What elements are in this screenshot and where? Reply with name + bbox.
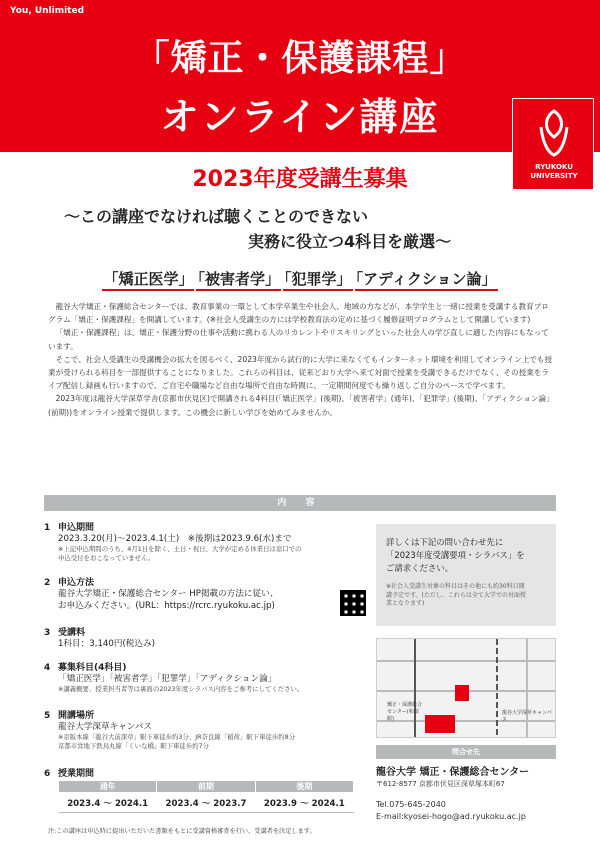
logo-text-1: RYUKOKU	[535, 163, 573, 171]
section-number: 3	[44, 628, 51, 638]
intro-paragraph: 2023年度は龍谷大学深草学舎(京都市伏見区)で開講される4科目(「矯正医学」(後期)、「被害者学」(通年)、「犯罪学」(後期)、「アディクション論」(前期))をオンライン授業で提供します。この機会に新しい学びを始めてみませんか。	[48, 394, 554, 417]
intro-text	[48, 300, 554, 419]
subtitle-line1: 〜この講座でなければ聴くことのできない	[64, 207, 369, 226]
section-course-period	[44, 766, 364, 779]
subjects-list	[0, 268, 600, 289]
section-number: 1	[44, 523, 51, 533]
section-body: 龍谷大学深草キャンパス	[58, 722, 152, 732]
page-title-line2: オンライン講座	[160, 95, 440, 139]
section-note: ※京阪本線「龍谷大前深草」駅下車徒歩約3分、JR奈良線「稲荷」駅下車徒歩約8分	[58, 733, 296, 741]
section-venue	[44, 708, 364, 751]
section-number: 2	[44, 578, 51, 588]
logo-text-2: UNIVERSITY	[530, 172, 578, 180]
section-body: 2023.3.20(月)〜2023.4.1(土) ※後期は2023.9.6(水)まで	[58, 534, 292, 544]
section-body: 「矯正医学」「被害者学」「犯罪学」「アディクション論」	[58, 674, 277, 684]
period-table	[58, 780, 354, 813]
contact-address: 〒612-8577 京都市伏見区深草塚本町67	[376, 780, 505, 788]
recruit-title: 2023年度受講生募集	[192, 167, 408, 192]
period-value: 2023.9 〜 2024.1	[255, 793, 353, 813]
info-text: 詳しくは下記の問い合わせ先に	[386, 537, 504, 547]
intro-paragraph: そこで、社会人受講生の受講機会の拡大を図るべく、2023年度から試行的に大学に来なくてもインターネット環境を利用してオンライン上でも授業が受けられる科目を一部提供することになりました。これらの科目は、従来どおり大学へ来て対面で授業を受講できるだけでなく、その授業をライブ配信し録画も行いますので、ご自宅や職場など自由な場所で自由な時間に、一定期間何度でも繰り返しご自分のペースで学べます。	[48, 354, 553, 391]
section-number: 5	[44, 711, 51, 721]
subject-1: 「矯正医学」	[102, 270, 194, 291]
period-header: 通年	[59, 781, 157, 793]
section-note: 京都市営地下鉄烏丸線「くいな橋」駅下車徒歩約7分	[58, 742, 210, 750]
section-body: 龍谷大学矯正・保護総合センター HP掲載の方法に従い、	[58, 589, 279, 599]
info-text: 「2023年度受講要項・シラバス」を	[386, 550, 525, 560]
access-map[interactable]	[376, 638, 556, 738]
info-text: ご請求ください。	[386, 563, 453, 573]
period-value: 2023.4 〜 2024.1	[59, 793, 157, 813]
section-body[interactable]: お申込みください。(URL：https://rcrc.ryukoku.ac.jp)	[58, 601, 275, 611]
section-title: 授業期間	[58, 769, 95, 779]
page-title-line1: 「矯正・保護課程」	[133, 38, 467, 79]
section-application-period	[44, 520, 364, 563]
subject-2: 「被害者学」	[196, 270, 281, 291]
section-fee	[44, 625, 364, 650]
intro-paragraph: 龍谷大学矯正・保護総合センターでは、教育事業の一環として本学卒業生や社会人、地域の方などが、本学学生と一緒に授業を受講する教育プログラム「矯正・保護課程」を開講しています。(※社会人受講生の方には学校教育法の定めに基づく履修証明プログラムとして開講しています)	[48, 302, 549, 325]
section-title: 申込方法	[58, 578, 95, 588]
info-box	[376, 524, 556, 626]
section-title: 募集科目(4科目)	[58, 663, 127, 673]
section-number: 4	[44, 663, 51, 673]
section-body: 1科目：3,140円(税込み)	[58, 639, 155, 649]
info-note-line: ※社会人受講生対象の科目はその他にも約30科目開	[386, 583, 525, 590]
period-header: 前期	[157, 781, 255, 793]
tagline: You, Unlimited	[10, 6, 85, 16]
contact-header: 問合せ先	[376, 745, 556, 759]
map-label: 矯正・保護総合センター(和顔館)	[387, 702, 423, 722]
section-subjects	[44, 660, 364, 694]
map-graphic	[377, 639, 556, 738]
subject-4: 「アディクション論」	[355, 270, 498, 291]
section-application-method	[44, 575, 364, 612]
qr-code[interactable]	[340, 590, 366, 616]
info-note-line: 講予定です。(ただし、これらは全て大学での対面授	[386, 591, 526, 599]
map-label: 龍谷大学深草キャンパス	[502, 710, 552, 723]
section-note: ※講義概要、授業担当者等は裏面の2023年度シラバス内容をご参考にしてください。	[58, 685, 304, 693]
content-header: 内 容	[44, 495, 556, 511]
section-title: 受講料	[58, 628, 86, 638]
contact-phone[interactable]: Tel.075-645-2040	[376, 800, 446, 809]
info-note-line: 業となります)	[386, 600, 425, 607]
period-header: 後期	[255, 781, 353, 793]
section-title: 開講場所	[58, 711, 95, 721]
subtitle-line2: 実務に役立つ4科目を厳選〜	[248, 232, 452, 251]
section-note: 申込受付をおこなっていません。	[58, 554, 155, 562]
period-value: 2023.4 〜 2023.7	[157, 793, 255, 813]
section-title: 申込期間	[58, 523, 95, 533]
info-note	[386, 583, 546, 609]
section-note: ※上記申込期間のうち、4月1日を除く、土日・祝日、大学が定める休業日は窓口での	[58, 545, 302, 553]
logo-emblem-icon	[537, 107, 571, 159]
final-note: 注:この講座は申込時に提出いただいた書類をもとに受講資格審査を行い、受講者を決定します。	[48, 828, 316, 835]
subject-3: 「犯罪学」	[283, 270, 353, 291]
section-number: 6	[44, 769, 51, 779]
intro-paragraph: 「矯正・保護課程」は、矯正・保護分野の仕事や活動に携わる人のリカレントやリスキリングといった社会人の学び直しに適した内容にもなっています。	[48, 328, 549, 351]
contact-email[interactable]: E-mail:kyosei-hogo@ad.ryukoku.ac.jp	[376, 812, 526, 821]
contact-organization: 龍谷大学 矯正・保護総合センター	[376, 767, 530, 778]
